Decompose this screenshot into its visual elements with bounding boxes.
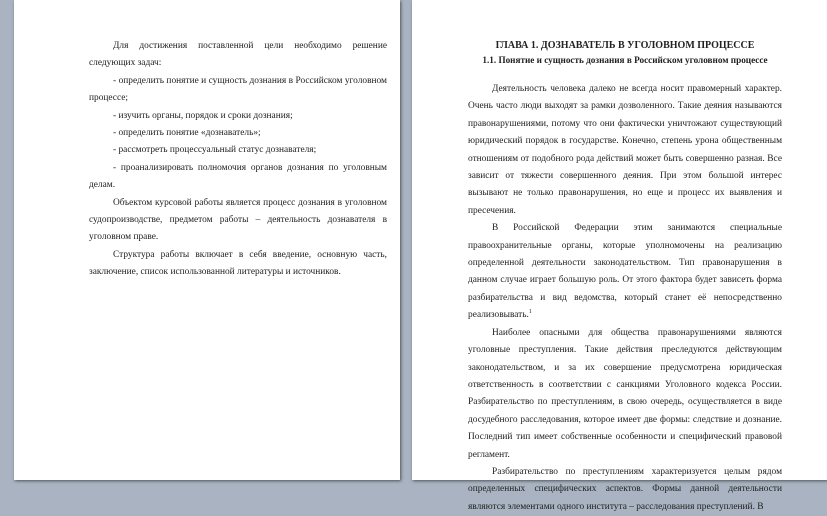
- list-item: - изучить органы, порядок и сроки дознания;: [113, 110, 293, 121]
- paragraph: Деятельность человека далеко не всегда носит правомерный характер. Очень часто люди выходят за рамки дозволенного. Такие деяния называются правонарушениями, потому что они фактически уничтожают существующий юридический порядок в государстве. Конечно, степень урона общественным отношениям от подобного рода действий может быть совершенно разная. Все зависит от тяжести совершенного деяния. При этом большой интерес вызывают не только правонарушения, но еще и процесс их выявления и пресечения.: [468, 84, 782, 216]
- document-page-left[interactable]: [14, 0, 400, 480]
- list-item: - проанализировать полномочия органов дознания по уголовным делам.: [89, 162, 387, 191]
- page-text-column: [89, 38, 387, 282]
- paragraph: Разбирательство по преступлениям характеризуется целым рядом определенных специфических аспектов. Формы данной деятельности являются элементами одного института – расследования преступлений. В: [468, 466, 782, 512]
- paragraph-with-footnote: [468, 220, 782, 324]
- paragraph: Наиболее опасными для общества правонарушениями являются уголовные преступления. Такие действия преследуются действующим законодательством, и за их совершение предусмотрена юридическая ответственность в соответствии с санкциями Уголовного кодекса России. Разбирательство по преступлениям, в свою очередь, осуществляется в виде досудебного расследования, которое имеет две формы: следствие и дознание. Последний тип имеет собственные особенности и специфический правовой регламент.: [468, 327, 782, 460]
- list-item: - определить понятие «дознаватель»;: [113, 128, 261, 139]
- paragraph-text: В Российской Федерации этим занимаются специальные правоохранительные органы, которые уполномочены на реализацию определенной деятельности законодательством. Тип правонарушения в данном случае играет большую роль. От этого фактора будет зависеть форма разбирательства и вид ведомства, который станет её непосредственно реализовывать.: [468, 223, 782, 321]
- paragraph-object: Объектом курсовой работы является процесс дознания в уголовном судопроизводстве, предметом работы – деятельность дознавателя в уголовном праве.: [89, 197, 387, 243]
- section-heading: 1.1. Понятие и сущность дознания в Российском уголовном процессе: [482, 55, 768, 65]
- footnote-marker[interactable]: 1: [528, 309, 532, 316]
- list-item: - определить понятие и сущность дознания в Российском уголовном процессе;: [89, 75, 387, 104]
- page-text-column: [468, 38, 782, 516]
- paragraph-structure: Структура работы включает в себя введение, основную часть, заключение, список использованной литературы и источников.: [89, 249, 387, 278]
- chapter-heading: ГЛАВА 1. ДОЗНАВАТЕЛЬ В УГОЛОВНОМ ПРОЦЕССЕ: [495, 40, 755, 51]
- paragraph-goal: Для достижения поставленной цели необходимо решение следующих задач:: [89, 41, 387, 69]
- document-page-right[interactable]: [412, 0, 827, 512]
- list-item: - рассмотреть процессуальный статус дознавателя;: [113, 145, 317, 156]
